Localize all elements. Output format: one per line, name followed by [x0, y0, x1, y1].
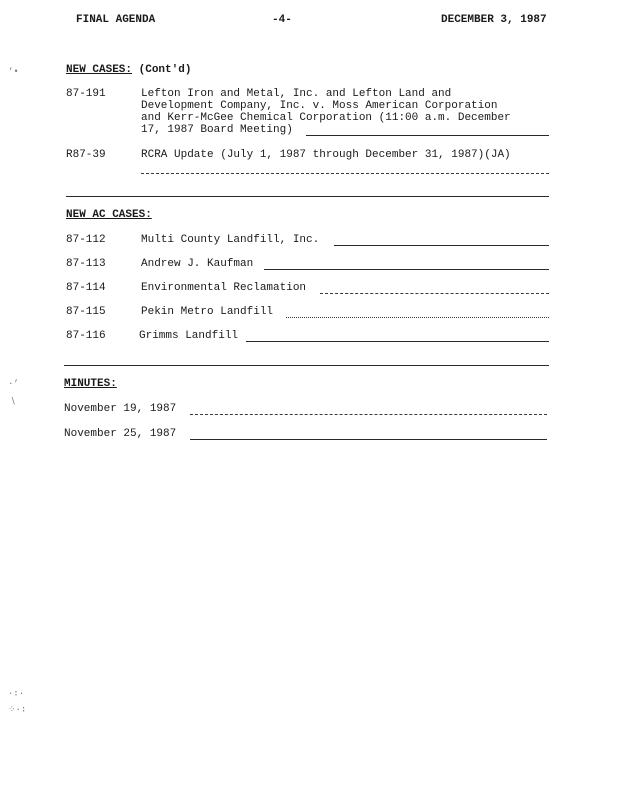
new-cases-heading-row	[66, 64, 191, 77]
fill-line	[306, 135, 549, 136]
new-ac-cases-heading: NEW AC CASES:	[66, 209, 152, 221]
fill-line	[190, 414, 547, 415]
case-description-line: Lefton Iron and Metal, Inc. and Lefton Land and	[141, 88, 452, 100]
page-number: -4-	[272, 14, 292, 26]
fill-line	[141, 173, 549, 174]
scan-mark: ·’	[8, 379, 19, 389]
minutes-date: November 19, 1987	[64, 403, 177, 415]
section-divider	[64, 365, 549, 366]
agenda-title: FINAL AGENDA	[76, 14, 156, 26]
case-number: R87-39	[66, 149, 106, 161]
fill-line	[246, 341, 549, 342]
new-cases-heading: NEW CASES:	[66, 64, 133, 76]
fill-line	[334, 245, 549, 246]
case-description-line: Development Company, Inc. v. Moss American Corporation	[141, 100, 498, 112]
case-description-line: RCRA Update (July 1, 1987 through December 31, 1987)(JA)	[141, 149, 511, 161]
case-number: 87-191	[66, 88, 106, 100]
ac-case-title: Andrew J. Kaufman	[141, 258, 254, 270]
scan-mark: ⁘·∶	[8, 705, 27, 715]
case-description-line: 17, 1987 Board Meeting)	[141, 124, 293, 136]
ac-case-title: Environmental Reclamation	[141, 282, 307, 294]
case-description-line: and Kerr-McGee Chemical Corporation (11:00 a.m. December	[141, 112, 511, 124]
ac-case-title: Pekin Metro Landfill	[141, 306, 274, 318]
ac-case-title: Grimms Landfill	[139, 330, 239, 342]
agenda-date: DECEMBER 3, 1987	[441, 14, 547, 26]
scan-mark: ’•	[8, 67, 19, 77]
ac-case-number: 87-112	[66, 234, 106, 246]
scan-mark: ∖	[10, 397, 16, 407]
scan-mark: ·∶·	[8, 689, 25, 699]
fill-line	[286, 317, 549, 318]
minutes-heading: MINUTES:	[64, 378, 117, 390]
ac-case-title: Multi County Landfill, Inc.	[141, 234, 320, 246]
fill-line	[264, 269, 549, 270]
ac-case-number: 87-114	[66, 282, 106, 294]
ac-case-number: 87-113	[66, 258, 106, 270]
ac-case-number: 87-116	[66, 330, 106, 342]
fill-line	[190, 439, 547, 440]
section-divider	[66, 196, 549, 197]
new-cases-heading-suffix: (Cont'd)	[138, 64, 192, 76]
minutes-date: November 25, 1987	[64, 428, 177, 440]
ac-case-number: 87-115	[66, 306, 106, 318]
fill-line	[320, 293, 549, 294]
